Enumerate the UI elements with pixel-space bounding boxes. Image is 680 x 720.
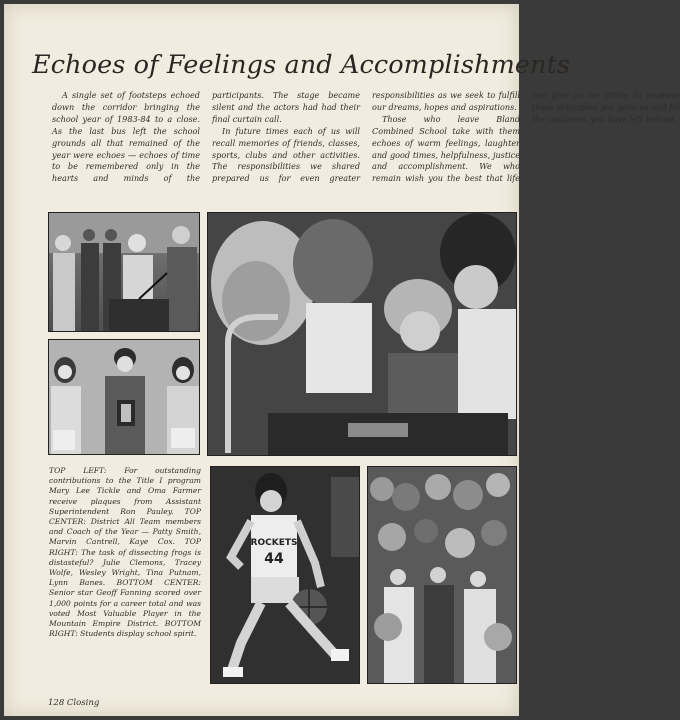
photo-bottom-right-illustration bbox=[368, 467, 516, 683]
jersey-text: ROCKETS bbox=[250, 538, 298, 548]
body-paragraph: Those who leave Bland Combined School take with them echoes of warm feelings, laughter and good times, helpfulness, justice and accomplishment. We who remain wish you the best that life can give as we strive to improve these principles you gave us and fill the vacancies you have left behind. bbox=[372, 90, 680, 184]
photo-bottom-right bbox=[367, 466, 517, 684]
body-paragraph: In future times each of us will recall memories of friends, classes, sports, clubs and other activities. The responsibilities we shared prepared us for even greater responsibilities as we seek to fulfill our dreams, hopes and aspirations. bbox=[212, 90, 520, 184]
page-folio: 128 Closing bbox=[48, 698, 100, 708]
jersey-number: 44 bbox=[264, 551, 284, 567]
photo-bottom-center-illustration bbox=[211, 467, 359, 683]
yearbook-page bbox=[4, 4, 680, 716]
body-text bbox=[52, 90, 680, 186]
body-paragraph: A single set of footsteps echoed down the corridor bringing the school year of 1983-84 to a close. As the last bus left the school grounds all that remained of the year were echoes — echoes of time to be remembered only in the hearts and minds of the participants. The stage became silent and the actors had had their final curtain call. bbox=[52, 90, 360, 184]
photo-top-left-illustration bbox=[49, 213, 199, 331]
photo-top-right-illustration bbox=[208, 213, 516, 455]
photo-top-left bbox=[48, 212, 200, 332]
photo-top-center-illustration bbox=[49, 340, 199, 454]
photo-top-center bbox=[48, 339, 200, 455]
photo-caption: TOP LEFT: For outstanding contributions to the Title I program Mary Lee Tickle and Oma Farmer receive plaques from Assistant Superintendent Ron Pauley. TOP CENTER: District All Team members and Coach of the Year — Patty Smith, Marvin Cantrell, Kaye Cox. TOP RIGHT: The task of dissecting frogs is distasteful? Julie Clemons, Tracey Wolfe, Wesley Wright, Tina Putnam, Lynn Banes. BOTTOM CENTER: Senior star Geoff Fanning scored over 1,000 points for a career total and was voted Most Valuable Player in the Mountain Empire District. BOTTOM RIGHT: Students display school spirit. bbox=[49, 466, 201, 639]
page-title: Echoes of Feelings and Accomplishments bbox=[32, 50, 571, 80]
photo-bottom-center bbox=[210, 466, 360, 684]
photo-top-right bbox=[207, 212, 517, 456]
